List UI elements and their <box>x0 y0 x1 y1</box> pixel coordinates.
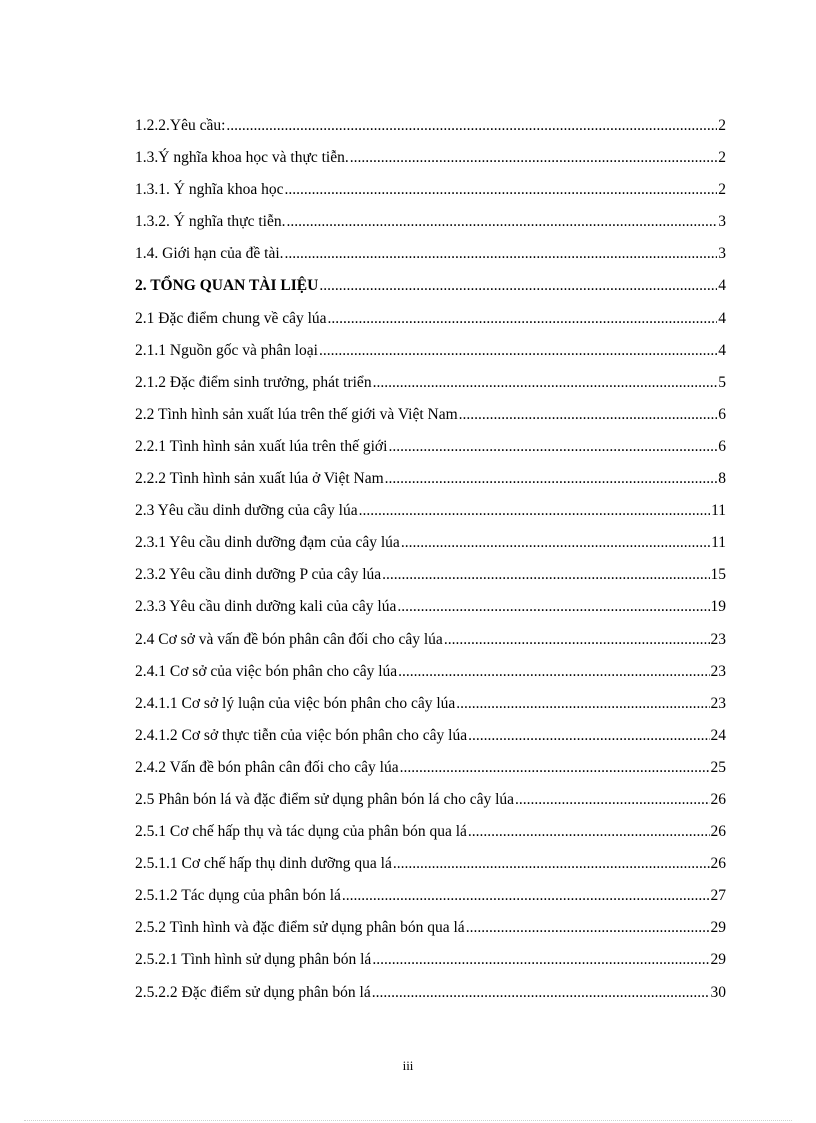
toc-dot-leader <box>226 114 717 138</box>
toc-entry[interactable] <box>135 531 726 563</box>
toc-entry[interactable] <box>135 339 726 371</box>
toc-dot-leader <box>468 724 709 748</box>
toc-dot-leader <box>319 274 717 298</box>
toc-entry[interactable] <box>135 563 726 595</box>
toc-dot-leader <box>382 563 709 587</box>
toc-entry-title: 2.5.1 Cơ chế hấp thụ và tác dụng của phân bón qua lá <box>135 823 467 841</box>
toc-entry-page: 4 <box>718 309 726 327</box>
toc-entry[interactable] <box>135 628 726 660</box>
toc-dot-leader <box>319 339 717 363</box>
toc-entry[interactable] <box>135 435 726 467</box>
toc-entry-title: 2.4.2 Vấn đề bón phân cân đối cho cây lúa <box>135 758 399 776</box>
toc-entry[interactable] <box>135 820 726 852</box>
toc-dot-leader <box>350 146 718 170</box>
toc-entry-title: 1.3.Ý nghĩa khoa học và thực tiễn. <box>135 149 349 167</box>
toc-dot-leader <box>466 916 710 940</box>
toc-dot-leader <box>397 595 709 619</box>
toc-entry[interactable] <box>135 884 726 916</box>
toc-entry[interactable] <box>135 692 726 724</box>
toc-entry-page: 25 <box>710 758 726 776</box>
toc-entry[interactable] <box>135 210 726 242</box>
toc-entry[interactable] <box>135 948 726 980</box>
toc-entry[interactable] <box>135 852 726 884</box>
toc-entry-page: 2 <box>718 117 726 134</box>
toc-dot-leader <box>459 403 718 427</box>
toc-dot-leader <box>444 628 710 652</box>
toc-dot-leader <box>359 499 710 523</box>
toc-entry-page: 3 <box>718 245 726 263</box>
toc-entry[interactable] <box>135 724 726 756</box>
toc-entry[interactable] <box>135 756 726 788</box>
toc-entry-title: 2.4.1.2 Cơ sở thực tiễn của việc bón phân cho cây lúa <box>135 726 468 744</box>
toc-entry-page: 3 <box>718 213 726 231</box>
toc-entry-page: 8 <box>718 470 726 488</box>
toc-entry-page: 24 <box>710 726 726 744</box>
toc-entry-title: 2.3.1 Yêu cầu dinh dưỡng đạm của cây lúa <box>135 534 400 552</box>
table-of-contents <box>135 114 726 1013</box>
toc-entry-title: 2.4.1 Cơ sở của việc bón phân cho cây lúa <box>135 662 398 680</box>
toc-entry[interactable] <box>135 307 726 339</box>
toc-entry-page: 11 <box>711 534 726 552</box>
toc-entry[interactable] <box>135 916 726 948</box>
toc-dot-leader <box>456 692 709 716</box>
toc-entry-page: 4 <box>718 341 726 359</box>
toc-entry-title: 2.4.1.1 Cơ sở lý luận của việc bón phân cho cây lúa <box>135 694 456 712</box>
toc-entry-page: 30 <box>710 983 726 1001</box>
toc-entry-title: 1.3.2. Ý nghĩa thực tiễn. <box>135 213 286 231</box>
toc-entry[interactable] <box>135 788 726 820</box>
toc-dot-leader <box>373 371 718 395</box>
toc-entry[interactable] <box>135 467 726 499</box>
toc-dot-leader <box>515 788 709 812</box>
toc-entry-title: 1.2.2.Yêu cầu: <box>135 117 226 134</box>
toc-entry-title: 2.2 Tình hình sản xuất lúa trên thế giới và Việt Nam <box>135 405 458 423</box>
toc-entry-title: 2.2.2 Tình hình sản xuất lúa ở Việt Nam <box>135 470 384 488</box>
toc-entry-page: 23 <box>710 630 726 648</box>
toc-entry-page: 29 <box>710 951 726 969</box>
toc-entry-page: 15 <box>710 566 726 584</box>
toc-entry[interactable] <box>135 499 726 531</box>
page-number: iii <box>402 1058 414 1073</box>
toc-entry[interactable] <box>135 660 726 692</box>
toc-dot-leader <box>372 981 710 1005</box>
toc-entry-page: 2 <box>718 181 726 199</box>
toc-entry-title: 2.5.1.1 Cơ chế hấp thụ dinh dưỡng qua lá <box>135 855 392 873</box>
toc-entry-page: 6 <box>718 437 726 455</box>
toc-dot-leader <box>388 435 717 459</box>
toc-dot-leader <box>286 210 717 234</box>
toc-entry-title: 2. TỔNG QUAN TÀI LIỆU <box>135 277 319 295</box>
toc-dot-leader <box>372 948 709 972</box>
toc-entry-page: 11 <box>711 502 726 520</box>
toc-dot-leader <box>400 756 710 780</box>
toc-entry-title: 1.3.1. Ý nghĩa khoa học <box>135 181 284 199</box>
toc-entry[interactable] <box>135 274 726 306</box>
toc-entry-page: 5 <box>718 373 726 391</box>
toc-entry-page: 2 <box>718 149 726 167</box>
toc-entry-title: 2.5.2.2 Đặc điểm sử dụng phân bón lá <box>135 983 371 1001</box>
toc-dot-leader <box>285 178 718 202</box>
toc-entry[interactable] <box>135 371 726 403</box>
toc-entry-page: 29 <box>710 919 726 937</box>
toc-dot-leader <box>401 531 710 555</box>
toc-entry-page: 4 <box>718 277 726 295</box>
toc-dot-leader <box>328 307 718 331</box>
toc-entry-title: 2.2.1 Tình hình sản xuất lúa trên thế giới <box>135 437 388 455</box>
toc-entry[interactable] <box>135 403 726 435</box>
toc-entry-page: 23 <box>710 662 726 680</box>
toc-entry-page: 26 <box>710 823 726 841</box>
toc-entry[interactable] <box>135 981 726 1013</box>
toc-entry[interactable] <box>135 114 726 146</box>
toc-entry[interactable] <box>135 595 726 627</box>
toc-entry-title: 2.5.1.2 Tác dụng của phân bón lá <box>135 887 341 905</box>
toc-entry-title: 2.1.1 Nguồn gốc và phân loại <box>135 341 318 359</box>
toc-dot-leader <box>342 884 710 908</box>
toc-entry-page: 26 <box>710 790 726 808</box>
toc-entry-page: 6 <box>718 405 726 423</box>
toc-entry-page: 19 <box>710 598 726 616</box>
toc-dot-leader <box>385 467 718 491</box>
toc-entry-title: 2.5.2 Tình hình và đặc điểm sử dụng phân bón qua lá <box>135 919 465 937</box>
toc-entry-title: 2.5.2.1 Tình hình sử dụng phân bón lá <box>135 951 372 969</box>
toc-entry-title: 2.3.3 Yêu cầu dinh dưỡng kali của cây lúa <box>135 598 397 616</box>
toc-entry-page: 26 <box>710 855 726 873</box>
page-bottom-divider <box>24 1120 792 1121</box>
toc-entry-title: 2.3 Yêu cầu dinh dưỡng của cây lúa <box>135 502 358 520</box>
toc-entry-title: 2.1 Đặc điểm chung về cây lúa <box>135 309 327 327</box>
toc-entry[interactable] <box>135 178 726 210</box>
toc-entry-page: 27 <box>710 887 726 905</box>
toc-entry-title: 2.5 Phân bón lá và đặc điểm sử dụng phân bón lá cho cây lúa <box>135 790 515 808</box>
toc-entry-title: 2.1.2 Đặc điểm sinh trưởng, phát triển <box>135 373 372 391</box>
toc-dot-leader <box>468 820 710 844</box>
toc-dot-leader <box>393 852 710 876</box>
toc-entry[interactable] <box>135 242 726 274</box>
toc-dot-leader <box>398 660 709 684</box>
toc-entry-title: 2.4 Cơ sở và vấn đề bón phân cân đối cho cây lúa <box>135 630 443 648</box>
toc-entry-title: 2.3.2 Yêu cầu dinh dưỡng P của cây lúa <box>135 566 382 584</box>
toc-entry-page: 23 <box>710 694 726 712</box>
toc-entry-title: 1.4. Giới hạn của đề tài. <box>135 245 284 263</box>
toc-entry[interactable] <box>135 146 726 178</box>
toc-dot-leader <box>285 242 718 266</box>
